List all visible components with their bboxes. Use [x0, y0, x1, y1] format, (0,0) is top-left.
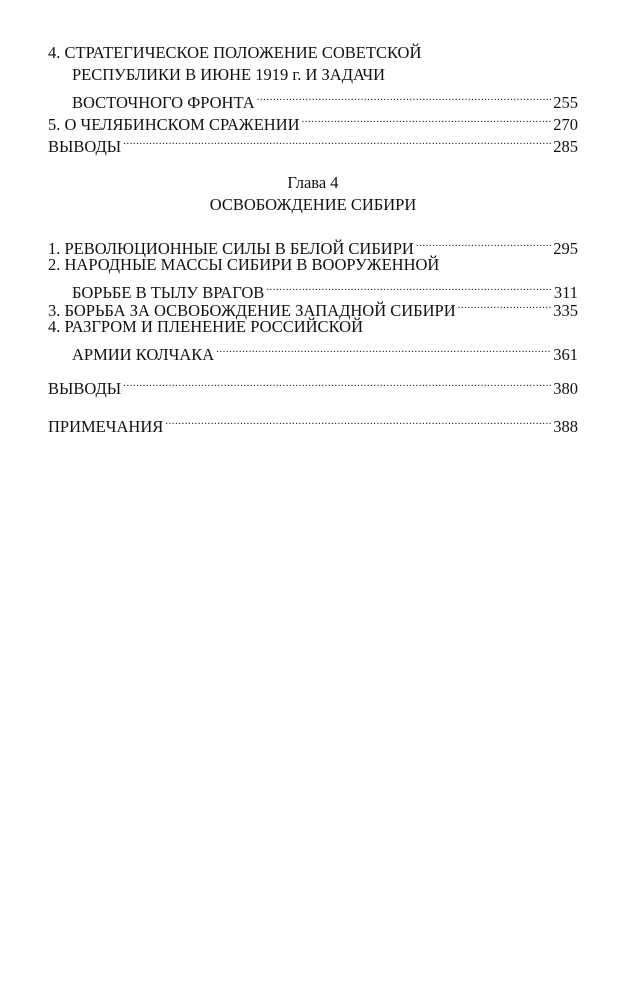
toc-entry-line [48, 130, 578, 156]
chapter-title: ОСВОБОЖДЕНИЕ СИБИРИ [209, 195, 417, 214]
toc-page-number: 388 [553, 417, 578, 436]
toc-entry-line [48, 254, 578, 276]
toc-page-number: 311 [553, 283, 578, 302]
dot-leader [302, 108, 552, 130]
toc-entry-line [48, 294, 578, 320]
toc-entry-line [48, 64, 578, 86]
toc-page-number: 361 [553, 345, 578, 364]
toc-entry-text: БОРЬБЕ В ТЫЛУ ВРАГОВ [72, 283, 265, 302]
toc-entry-line [48, 86, 578, 112]
toc-entry-text: 4. СТРАТЕГИЧЕСКОЕ ПОЛОЖЕНИЕ СОВЕТСКОЙ [48, 43, 422, 62]
dot-leader [257, 86, 552, 108]
dot-leader [123, 130, 551, 152]
toc-entry-text: ПРИМЕЧАНИЯ [48, 417, 164, 436]
toc-entry-kolchak-army [48, 316, 578, 364]
toc-entry-notes [48, 410, 578, 436]
toc-entry-text: 5. О ЧЕЛЯБИНСКОМ СРАЖЕНИИ [48, 115, 300, 134]
toc-page-number: 270 [553, 115, 578, 134]
toc-entry-western-siberia [48, 294, 578, 320]
dot-leader [458, 294, 552, 316]
dot-leader [123, 372, 551, 394]
toc-entry-revolutionary-forces [48, 232, 578, 258]
toc-page-number: 285 [553, 137, 578, 156]
toc-page-number: 335 [553, 301, 578, 320]
toc-page-number: 380 [553, 379, 578, 398]
toc-entry-text: 1. РЕВОЛЮЦИОННЫЕ СИЛЫ В БЕЛОЙ СИБИРИ [48, 239, 414, 258]
toc-page [48, 0, 578, 1000]
toc-entry-text: ВОСТОЧНОГО ФРОНТА [72, 93, 255, 112]
toc-entry-line [48, 42, 578, 64]
toc-entry-text: ВЫВОДЫ [48, 137, 122, 156]
toc-entry-masses-of-siberia [48, 254, 578, 302]
chapter-label: Глава 4 [287, 173, 339, 192]
toc-entry-text: АРМИИ КОЛЧАКА [72, 345, 215, 364]
toc-entry-line [48, 232, 578, 258]
dot-leader [416, 232, 551, 254]
toc-entry-text: 3. БОРЬБА ЗА ОСВОБОЖДЕНИЕ ЗАПАДНОЙ СИБИРИ [48, 301, 456, 320]
toc-entry-chelyabinsk [48, 108, 578, 134]
toc-entry-line [48, 338, 578, 364]
dot-leader [216, 338, 551, 360]
dot-leader [165, 410, 551, 432]
toc-entry-text: РЕСПУБЛИКИ В ИЮНЕ 1919 г. И ЗАДАЧИ [72, 65, 386, 84]
toc-entry-text: 4. РАЗГРОМ И ПЛЕНЕНИЕ РОССИЙСКОЙ [48, 317, 363, 336]
toc-page-number: 255 [553, 93, 578, 112]
toc-entry-text: 2. НАРОДНЫЕ МАССЫ СИБИРИ В ВООРУЖЕННОЙ [48, 255, 440, 274]
toc-entry-line [48, 410, 578, 436]
toc-entry-line [48, 108, 578, 134]
toc-entry-line [48, 372, 578, 398]
toc-page-number: 295 [553, 239, 578, 258]
toc-entry-text: ВЫВОДЫ [48, 379, 122, 398]
toc-entry-strategic-position [48, 42, 578, 112]
toc-entry-line [48, 316, 578, 338]
toc-entry-conclusions-final [48, 372, 578, 398]
toc-entry-conclusions [48, 130, 578, 156]
